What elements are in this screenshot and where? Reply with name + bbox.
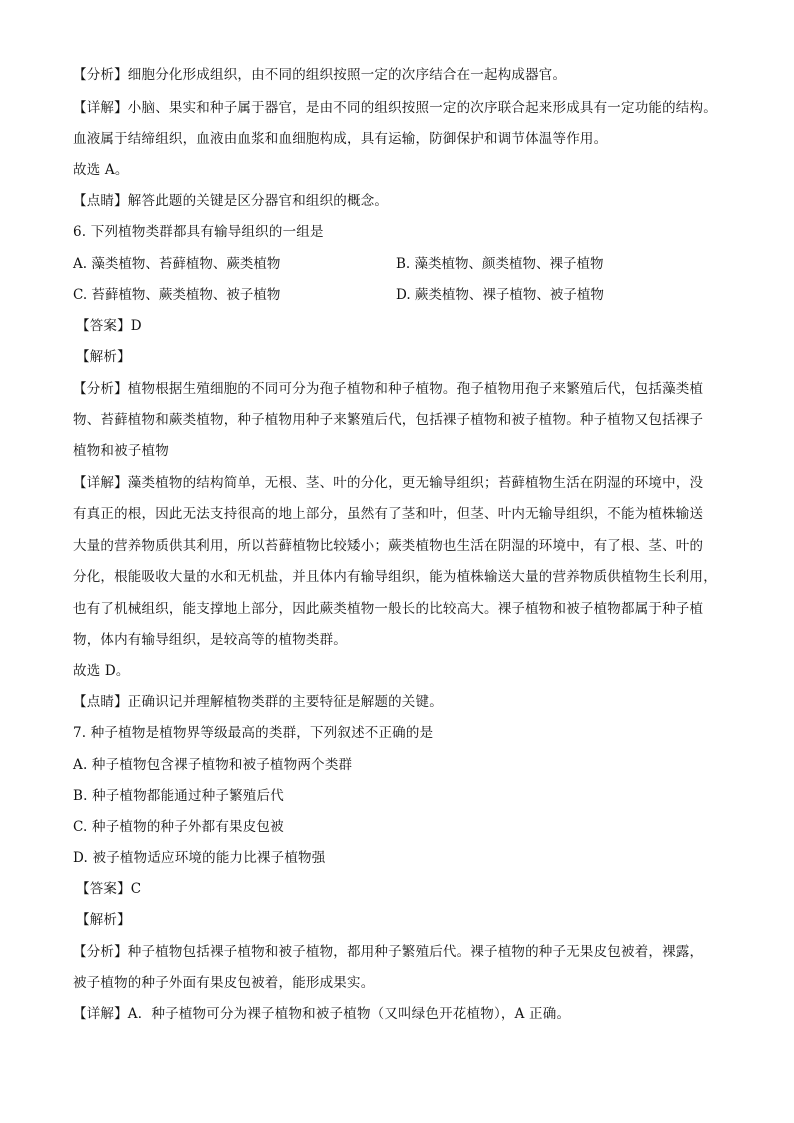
text-line: 故选 A。	[73, 162, 129, 178]
text-line: 物，体内有输导组织，是较高等的植物类群。	[73, 632, 347, 648]
text-line: 【解析】	[76, 912, 131, 928]
option-left: A. 藻类植物、苔藓植物、蕨类植物	[73, 256, 281, 272]
text-line: 【详解】小脑、果实和种子属于器官，是由不同的组织按照一定的次序联合起来形成具有一定功能的结构。	[73, 100, 717, 116]
text-line: 分化，根能吸收大量的水和无机盐，并且体内有输导组织，能为植株输送大量的营养物质供植物生长利用，	[73, 569, 717, 585]
text-line: 植物和被子植物	[73, 443, 169, 459]
text-line: 故选 D。	[73, 663, 130, 679]
text-line: 被子植物的种子外面有果皮包被着，能形成果实。	[73, 975, 375, 991]
text-line: A. 种子植物包含裸子植物和被子植物两个类群	[73, 757, 353, 773]
option-right: D. 蕨类植物、裸子植物、被子植物	[396, 287, 604, 303]
text-line: 6. 下列植物类群都具有输导组织的一组是	[73, 224, 324, 240]
text-line: 【答案】D	[76, 318, 142, 334]
text-line: 【分析】植物根据生殖细胞的不同可分为孢子植物和种子植物。孢子植物用孢子来繁殖后代，包括藻类植	[73, 381, 704, 397]
text-line: C. 种子植物的种子外都有果皮包被	[73, 819, 284, 835]
text-line: 【解析】	[76, 349, 131, 365]
text-line: 【分析】种子植物包括裸子植物和被子植物，都用种子繁殖后代。裸子植物的种子无果皮包被着，裸露，	[73, 944, 704, 960]
text-line: B. 种子植物都能通过种子繁殖后代	[73, 788, 284, 804]
text-line: 也有了机械组织，能支撑地上部分，因此蕨类植物一般长的比较高大。裸子植物和被子植物都属于种子植	[73, 601, 704, 617]
text-line: 【详解】A．种子植物可分为裸子植物和被子植物（又叫绿色开花植物），A 正确。	[73, 1006, 571, 1022]
text-line: 7. 种子植物是植物界等级最高的类群，下列叙述不正确的是	[73, 725, 434, 741]
text-line: 【点睛】解答此题的关键是区分器官和组织的概念。	[73, 193, 389, 209]
text-line: 【点睛】正确识记并理解植物类群的主要特征是解题的关键。	[73, 694, 443, 710]
option-right: B. 藻类植物、颜类植物、裸子植物	[396, 256, 604, 272]
option-left: C. 苔藓植物、蕨类植物、被子植物	[73, 287, 281, 303]
text-line: 【答案】C	[76, 881, 142, 897]
text-line: 有真正的根，因此无法支持很高的地上部分，虽然有了茎和叶，但茎、叶内无输导组织，不能为植株输送	[73, 506, 704, 522]
text-line: 物、苔藓植物和蕨类植物，种子植物用种子来繁殖后代，包括裸子植物和被子植物。种子植物又包括裸子	[73, 412, 704, 428]
text-line: 血液属于结缔组织，血液由血浆和血细胞构成，具有运输，防御保护和调节体温等作用。	[73, 131, 608, 147]
text-line: 【分析】细胞分化形成组织，由不同的组织按照一定的次序结合在一起构成器官。	[73, 67, 567, 83]
text-line: 【详解】藻类植物的结构简单，无根、茎、叶的分化，更无输导组织；苔藓植物生活在阴湿的环境中，没	[73, 475, 704, 491]
text-line: D. 被子植物适应环境的能力比裸子植物强	[73, 850, 326, 866]
text-line: 大量的营养物质供其利用，所以苔藓植物比较矮小；蕨类植物也生活在阴湿的环境中，有了根、茎、叶的	[73, 538, 704, 554]
